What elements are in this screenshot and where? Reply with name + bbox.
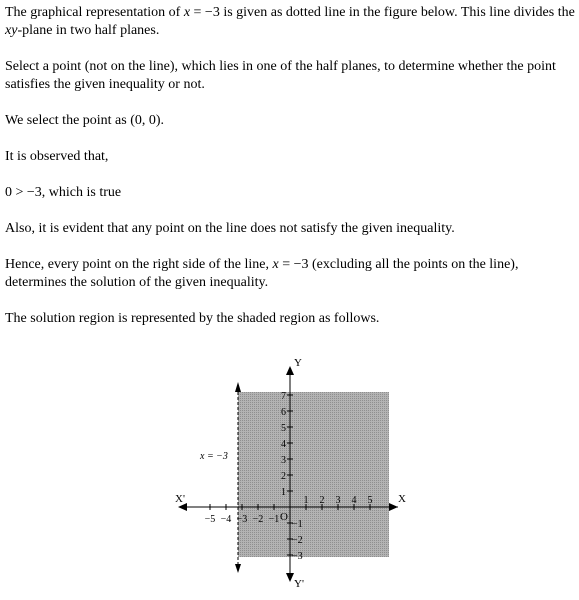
solution-text (5, 4, 575, 328)
y-tick-label: 7 (281, 391, 286, 402)
paragraph-1-text-b: = −3 is given as dotted line in the figure below. This line divides the (190, 5, 575, 20)
solution-graph (170, 352, 410, 595)
boundary-line-arrow-bottom (235, 564, 241, 573)
x-tick-label: −2 (252, 514, 264, 525)
y-tick-label: −1 (292, 519, 303, 530)
variable-x: x (183, 5, 191, 20)
paragraph-3: We select the point as (0, 0). (5, 113, 165, 128)
x-tick-label: 3 (335, 495, 341, 506)
y-tick-label: −2 (292, 535, 303, 546)
x-tick-label: 5 (367, 495, 373, 506)
paragraph-4: It is observed that, (5, 149, 109, 164)
axis-label-y-neg: Y' (294, 578, 304, 590)
boundary-line-arrow-top (235, 382, 241, 392)
axis-label-x: X (398, 493, 406, 505)
x-tick-label: −5 (204, 514, 216, 525)
paragraph-8: The solution region is represented by the shaded region as follows. (5, 311, 380, 326)
paragraph-1-text-a: The graphical representation of (5, 5, 184, 20)
x-tick-label: −3 (236, 514, 248, 525)
x-tick-label: 4 (351, 495, 357, 506)
y-tick-label: 4 (281, 439, 286, 450)
y-axis-arrow-top (286, 366, 294, 375)
x-axis-arrow-right (389, 503, 398, 511)
x-tick-label: 1 (303, 495, 309, 506)
paragraph-7 (5, 256, 575, 292)
y-tick-label: −3 (292, 551, 303, 562)
x-tick-label: −4 (220, 514, 232, 525)
variable-xy: xy (5, 23, 18, 38)
y-tick-label: 3 (281, 455, 286, 466)
graph-svg (170, 352, 410, 595)
line-label: x = −3 (200, 451, 228, 462)
y-tick-label: 2 (281, 471, 286, 482)
axis-label-x-neg: X' (175, 493, 185, 505)
y-tick-label: 5 (281, 423, 286, 434)
paragraph-6: Also, it is evident that any point on the line does not satisfy the given inequality. (5, 221, 455, 236)
paragraph-1 (5, 4, 575, 40)
y-tick-label: 1 (281, 487, 286, 498)
origin-label: O (280, 511, 288, 523)
paragraph-1-text-c: -plane in two half planes. (17, 23, 160, 38)
variable-x: x (272, 257, 279, 272)
y-axis-arrow-bottom (286, 573, 294, 582)
paragraph-7-text-b: = −3 (excluding all the points on the line), determines the solution of the given inequality. (5, 257, 519, 290)
paragraph-5: 0 > −3, which is true (5, 185, 122, 200)
shaded-region (238, 392, 389, 557)
paragraph-2: Select a point (not on the line), which lies in one of the half planes, to determine whether the point satisfies the given inequality or not. (5, 59, 556, 92)
paragraph-7-text-a: Hence, every point on the right side of the line, (5, 257, 273, 272)
x-tick-label: 2 (319, 495, 325, 506)
axis-label-y: Y (294, 357, 302, 369)
y-tick-label: 6 (281, 407, 286, 418)
x-tick-label: −1 (268, 514, 280, 525)
